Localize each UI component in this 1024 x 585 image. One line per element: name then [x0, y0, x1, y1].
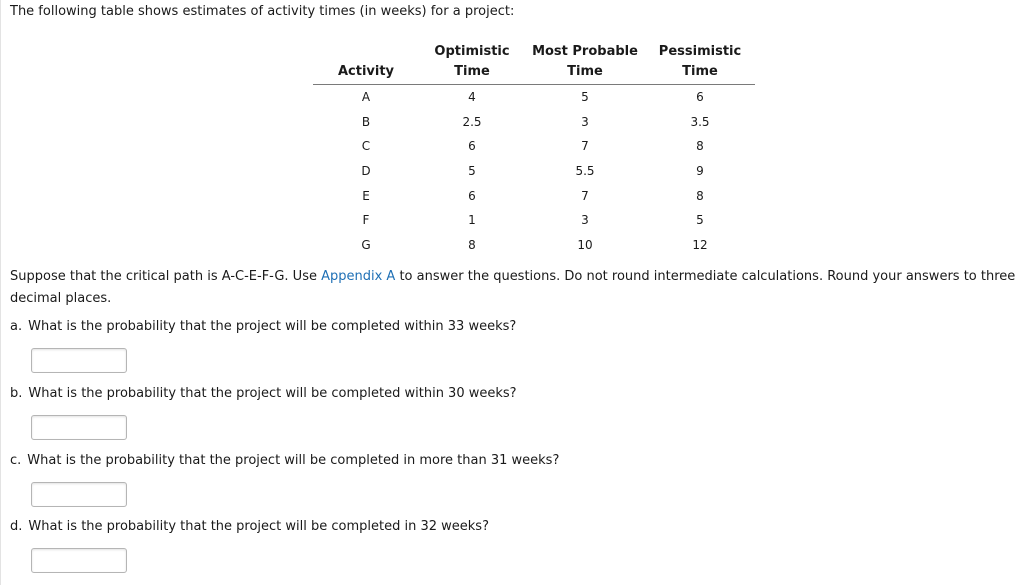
cell-activity: E — [362, 188, 370, 203]
cell-most-probable: 7 — [581, 188, 589, 203]
instructions-lead: Suppose that the critical path is A-C-E-F-G. Use — [10, 269, 322, 284]
header-pessimistic-time: Time — [645, 59, 755, 85]
question-c — [10, 453, 559, 468]
cell-optimistic: 8 — [468, 237, 476, 252]
cell-activity: B — [361, 114, 371, 129]
header-top-pessimistic: Pessimistic — [658, 44, 742, 59]
activity-times-table — [313, 35, 755, 257]
cell-optimistic: 6 — [468, 139, 476, 154]
question-d-letter: d. — [10, 519, 23, 534]
question-a-text: What is the probability that the project will be completed within 33 weeks? — [28, 319, 517, 334]
table-row — [313, 134, 755, 159]
intro-text: The following table shows estimates of activity times (in weeks) for a project: — [10, 4, 515, 19]
left-border — [0, 0, 1, 585]
cell-optimistic: 4 — [468, 90, 476, 105]
table-header-row-bottom — [313, 59, 755, 85]
header-top-activity — [313, 35, 419, 59]
table-row — [313, 183, 755, 208]
table-row — [313, 85, 755, 110]
cell-pessimistic: 8 — [696, 139, 704, 154]
table-header-row-top — [313, 35, 755, 59]
cell-activity: C — [361, 139, 371, 154]
instructions — [10, 266, 1022, 310]
appendix-a-link[interactable]: Appendix A — [321, 269, 396, 284]
question-b-text: What is the probability that the project will be completed within 30 weeks? — [28, 386, 517, 401]
cell-pessimistic: 6 — [696, 90, 704, 105]
cell-most-probable: 7 — [581, 139, 589, 154]
table-row — [313, 110, 755, 135]
cell-activity: D — [361, 164, 371, 179]
answer-b-input[interactable] — [31, 415, 127, 440]
instructions-tail: to answer the questions. Do not round intermediate calculations. Round your answers to three decimal places. — [10, 269, 1016, 306]
question-d-text: What is the probability that the project will be completed in 32 weeks? — [28, 519, 489, 534]
cell-activity: G — [361, 237, 371, 252]
header-top-optimistic: Optimistic — [434, 44, 510, 59]
answer-a-input[interactable] — [31, 348, 127, 373]
cell-pessimistic: 3.5 — [690, 114, 710, 129]
cell-optimistic: 1 — [468, 213, 476, 228]
question-b — [10, 386, 517, 401]
cell-activity: A — [361, 90, 371, 105]
cell-optimistic: 5 — [468, 164, 476, 179]
cell-activity: F — [362, 213, 370, 228]
answer-c-input[interactable] — [31, 482, 127, 507]
table-row — [313, 233, 755, 258]
header-activity: Activity — [313, 59, 419, 85]
cell-pessimistic: 9 — [696, 164, 704, 179]
cell-optimistic: 2.5 — [462, 114, 482, 129]
cell-most-probable: 3 — [581, 114, 589, 129]
table-row — [313, 208, 755, 233]
cell-most-probable: 5 — [581, 90, 589, 105]
header-most-probable-time: Time — [525, 59, 645, 85]
cell-most-probable: 5.5 — [575, 164, 595, 179]
cell-pessimistic: 12 — [692, 237, 708, 252]
cell-pessimistic: 8 — [696, 188, 704, 203]
question-d — [10, 519, 489, 534]
question-b-letter: b. — [10, 386, 23, 401]
cell-pessimistic: 5 — [696, 213, 704, 228]
header-optimistic-time: Time — [419, 59, 525, 85]
question-a — [10, 319, 516, 334]
cell-most-probable: 10 — [577, 237, 593, 252]
header-top-most-probable: Most Probable — [532, 44, 638, 59]
cell-optimistic: 6 — [468, 188, 476, 203]
answer-d-input[interactable] — [31, 548, 127, 573]
cell-most-probable: 3 — [581, 213, 589, 228]
question-a-letter: a. — [10, 319, 23, 334]
question-c-letter: c. — [10, 453, 22, 468]
question-c-text: What is the probability that the project will be completed in more than 31 weeks? — [27, 453, 560, 468]
table-row — [313, 159, 755, 184]
